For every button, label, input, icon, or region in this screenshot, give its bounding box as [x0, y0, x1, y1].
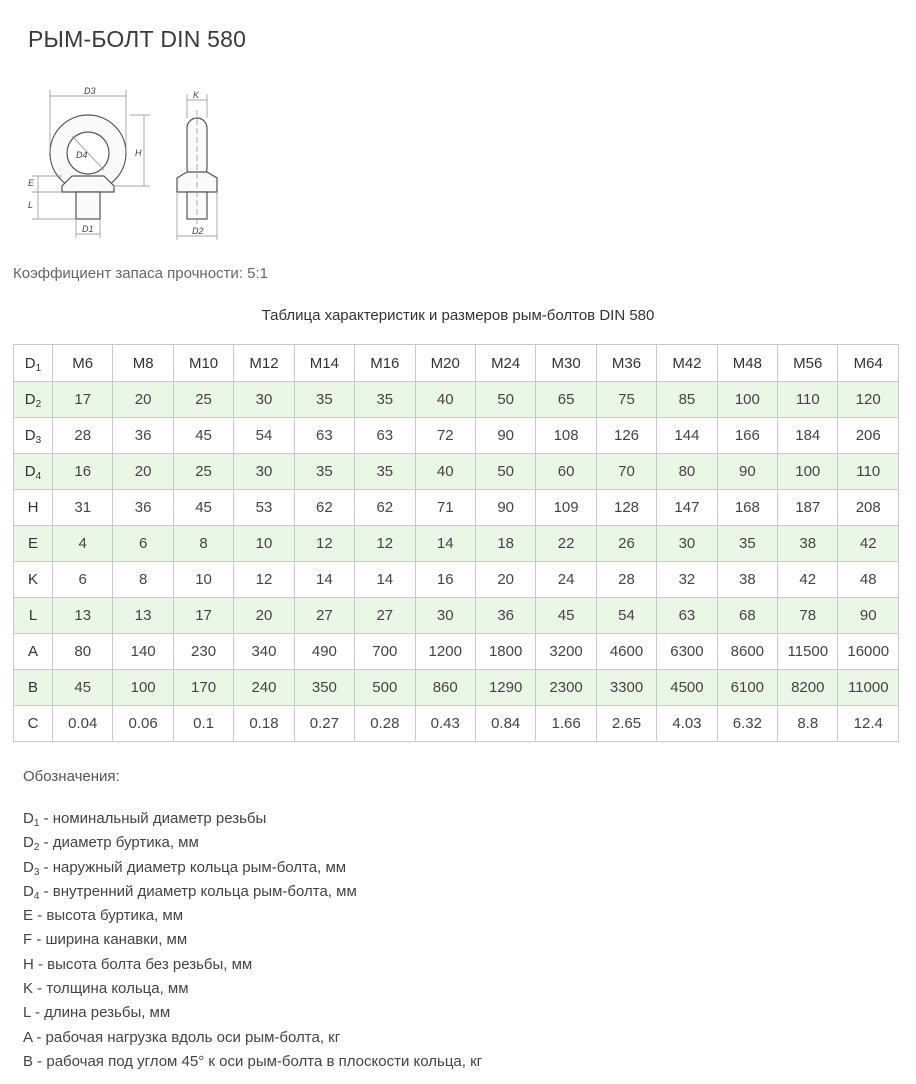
table-cell: 90 — [717, 454, 777, 490]
table-cell: 4500 — [657, 670, 717, 706]
table-cell: 126 — [596, 418, 656, 454]
table-cell: 17 — [173, 598, 233, 634]
table-cell: 12 — [234, 562, 294, 598]
table-cell: 13 — [53, 598, 113, 634]
table-row — [14, 670, 899, 706]
table-cell: 27 — [294, 598, 354, 634]
table-cell: 11000 — [838, 670, 899, 706]
eyebolt-drawing — [20, 86, 280, 256]
table-cell: 0.18 — [234, 706, 294, 742]
table-cell: 2300 — [536, 670, 596, 706]
legend-item: H - высота болта без резьбы, мм — [23, 955, 253, 973]
table-cell: 50 — [475, 454, 535, 490]
row-label: K — [14, 562, 53, 598]
table-cell: 35 — [717, 526, 777, 562]
row-label: $D_4$ — [14, 454, 53, 490]
table-cell: 6.32 — [717, 706, 777, 742]
size-header-cell: M30 — [536, 345, 596, 382]
table-cell: 240 — [234, 670, 294, 706]
size-header-cell: M16 — [355, 345, 415, 382]
table-cell: 0.84 — [475, 706, 535, 742]
size-header-cell: M36 — [596, 345, 656, 382]
table-cell: 90 — [838, 598, 899, 634]
table-cell: 42 — [778, 562, 838, 598]
table-cell: 20 — [234, 598, 294, 634]
table-cell: 35 — [355, 454, 415, 490]
table-cell: 36 — [475, 598, 535, 634]
table-cell: 45 — [173, 490, 233, 526]
label-l: L — [28, 200, 34, 210]
size-header-cell: M42 — [657, 345, 717, 382]
table-cell: 0.06 — [113, 706, 173, 742]
table-cell: 38 — [778, 526, 838, 562]
table-cell: 206 — [838, 418, 899, 454]
table-row — [14, 382, 899, 418]
table-cell: 0.04 — [53, 706, 113, 742]
table-cell: 27 — [355, 598, 415, 634]
table-cell: 0.43 — [415, 706, 475, 742]
label-k: K — [193, 90, 200, 100]
table-cell: 11500 — [778, 634, 838, 670]
size-header-cell: M12 — [234, 345, 294, 382]
table-cell: 45 — [173, 418, 233, 454]
size-header-cell: M10 — [173, 345, 233, 382]
table-cell: 25 — [173, 382, 233, 418]
table-cell: 17 — [53, 382, 113, 418]
label-d1: D1 — [82, 224, 94, 234]
page-title: РЫМ-БОЛТ DIN 580 — [28, 26, 247, 52]
table-cell: 3200 — [536, 634, 596, 670]
table-cell: 12.4 — [838, 706, 899, 742]
table-cell: 6300 — [657, 634, 717, 670]
table-cell: 90 — [475, 490, 535, 526]
table-cell: 31 — [53, 490, 113, 526]
table-cell: 187 — [778, 490, 838, 526]
table-cell: 25 — [173, 454, 233, 490]
table-cell: 144 — [657, 418, 717, 454]
safety-factor: Коэффициент запаса прочности: 5:1 — [13, 265, 268, 282]
table-cell: 490 — [294, 634, 354, 670]
table-cell: 90 — [475, 418, 535, 454]
spec-table — [13, 344, 899, 742]
table-cell: 1.66 — [536, 706, 596, 742]
table-cell: 8 — [113, 562, 173, 598]
table-cell: 170 — [173, 670, 233, 706]
row-label: A — [14, 634, 53, 670]
legend-item: L - длина резьбы, мм — [23, 1004, 171, 1022]
table-cell: 0.27 — [294, 706, 354, 742]
table-row — [14, 562, 899, 598]
table-cell: 63 — [355, 418, 415, 454]
table-cell: 4.03 — [657, 706, 717, 742]
label-h: H — [135, 148, 142, 158]
table-cell: 140 — [113, 634, 173, 670]
table-cell: 108 — [536, 418, 596, 454]
table-cell: 30 — [234, 454, 294, 490]
row-label: $D_1$ — [14, 345, 53, 382]
table-row — [14, 634, 899, 670]
table-cell: 1200 — [415, 634, 475, 670]
table-cell: 30 — [657, 526, 717, 562]
table-cell: 71 — [415, 490, 475, 526]
table-cell: 40 — [415, 454, 475, 490]
table-cell: 0.1 — [173, 706, 233, 742]
table-cell: 85 — [657, 382, 717, 418]
table-cell: 860 — [415, 670, 475, 706]
table-cell: 68 — [717, 598, 777, 634]
legend-item: $D_4$ - внутренний диаметр кольца рым-болта, мм — [23, 882, 357, 902]
table-cell: 0.28 — [355, 706, 415, 742]
table-cell: 48 — [838, 562, 899, 598]
table-cell: 700 — [355, 634, 415, 670]
collar — [62, 176, 114, 192]
size-header-cell: M24 — [475, 345, 535, 382]
table-cell: 1290 — [475, 670, 535, 706]
table-cell: 16 — [53, 454, 113, 490]
table-cell: 8200 — [778, 670, 838, 706]
size-header-cell: M64 — [838, 345, 899, 382]
table-cell: 100 — [113, 670, 173, 706]
table-cell: 350 — [294, 670, 354, 706]
legend-item: $D_3$ - наружный диаметр кольца рым-болта, мм — [23, 858, 347, 878]
table-cell: 18 — [475, 526, 535, 562]
label-d3: D3 — [84, 86, 96, 96]
table-cell: 13 — [113, 598, 173, 634]
table-cell: 109 — [536, 490, 596, 526]
table-cell: 28 — [596, 562, 656, 598]
size-header-cell: M48 — [717, 345, 777, 382]
row-label: L — [14, 598, 53, 634]
row-label: H — [14, 490, 53, 526]
table-cell: 38 — [717, 562, 777, 598]
legend-heading: Обозначения: — [23, 768, 120, 785]
table-cell: 6100 — [717, 670, 777, 706]
table-cell: 63 — [657, 598, 717, 634]
table-cell: 10 — [173, 562, 233, 598]
legend — [23, 768, 482, 1074]
table-cell: 45 — [53, 670, 113, 706]
table-cell: 53 — [234, 490, 294, 526]
size-header-cell: M8 — [113, 345, 173, 382]
table-cell: 30 — [234, 382, 294, 418]
table-cell: 120 — [838, 382, 899, 418]
table-cell: 20 — [113, 382, 173, 418]
table-cell: 14 — [294, 562, 354, 598]
table-cell: 54 — [234, 418, 294, 454]
table-cell: 8600 — [717, 634, 777, 670]
size-header-cell: M56 — [778, 345, 838, 382]
table-cell: 65 — [536, 382, 596, 418]
table-cell: 42 — [838, 526, 899, 562]
table-cell: 12 — [355, 526, 415, 562]
table-cell: 78 — [778, 598, 838, 634]
table-cell: 54 — [596, 598, 656, 634]
table-cell: 4600 — [596, 634, 656, 670]
table-header-row — [14, 345, 899, 382]
table-cell: 35 — [294, 454, 354, 490]
table-cell: 22 — [536, 526, 596, 562]
table-cell: 4 — [53, 526, 113, 562]
legend-item: E - высота буртика, мм — [23, 907, 184, 925]
table-cell: 63 — [294, 418, 354, 454]
table-cell: 14 — [415, 526, 475, 562]
table-row — [14, 418, 899, 454]
legend-item: F - ширина канавки, мм — [23, 931, 188, 949]
table-cell: 60 — [536, 454, 596, 490]
table-cell: 40 — [415, 382, 475, 418]
table-cell: 100 — [717, 382, 777, 418]
table-row — [14, 454, 899, 490]
table-cell: 70 — [596, 454, 656, 490]
size-header-cell: M6 — [53, 345, 113, 382]
legend-item: K - толщина кольца, мм — [23, 980, 189, 998]
label-e: E — [28, 178, 35, 188]
table-cell: 6 — [53, 562, 113, 598]
table-cell: 20 — [113, 454, 173, 490]
table-cell: 1800 — [475, 634, 535, 670]
label-d2: D2 — [192, 226, 204, 236]
row-label: $D_2$ — [14, 382, 53, 418]
legend-item: $D_1$ - номинальный диаметр резьбы — [23, 810, 267, 829]
table-row — [14, 706, 899, 742]
row-label: E — [14, 526, 53, 562]
table-cell: 28 — [53, 418, 113, 454]
table-cell: 230 — [173, 634, 233, 670]
table-cell: 6 — [113, 526, 173, 562]
table-cell: 128 — [596, 490, 656, 526]
table-cell: 35 — [294, 382, 354, 418]
table-cell: 26 — [596, 526, 656, 562]
table-cell: 72 — [415, 418, 475, 454]
row-label: $D_3$ — [14, 418, 53, 454]
table-cell: 147 — [657, 490, 717, 526]
table-cell: 36 — [113, 418, 173, 454]
table-caption: Таблица характеристик и размеров рым-болтов DIN 580 — [261, 307, 655, 324]
legend-item: B - рабочая под углом 45° к оси рым-болта в плоскости кольца, кг — [23, 1052, 483, 1070]
table-cell: 100 — [778, 454, 838, 490]
table-cell: 45 — [536, 598, 596, 634]
table-row — [14, 598, 899, 634]
table-cell: 208 — [838, 490, 899, 526]
table-cell: 35 — [355, 382, 415, 418]
table-cell: 10 — [234, 526, 294, 562]
table-cell: 32 — [657, 562, 717, 598]
table-cell: 166 — [717, 418, 777, 454]
table-cell: 62 — [355, 490, 415, 526]
table-cell: 16 — [415, 562, 475, 598]
table-cell: 2.65 — [596, 706, 656, 742]
table-cell: 110 — [838, 454, 899, 490]
row-label: C — [14, 706, 53, 742]
table-cell: 500 — [355, 670, 415, 706]
table-cell: 75 — [596, 382, 656, 418]
table-cell: 8.8 — [778, 706, 838, 742]
legend-item: A - рабочая нагрузка вдоль оси рым-болта, кг — [23, 1028, 341, 1046]
table-cell: 168 — [717, 490, 777, 526]
table-cell: 80 — [53, 634, 113, 670]
table-cell: 16000 — [838, 634, 899, 670]
table-cell: 3300 — [596, 670, 656, 706]
table-cell: 62 — [294, 490, 354, 526]
table-cell: 36 — [113, 490, 173, 526]
table-cell: 12 — [294, 526, 354, 562]
table-cell: 80 — [657, 454, 717, 490]
table-cell: 184 — [778, 418, 838, 454]
table-cell: 110 — [778, 382, 838, 418]
table-cell: 50 — [475, 382, 535, 418]
label-d4: D4 — [76, 150, 88, 160]
table-cell: 24 — [536, 562, 596, 598]
legend-item: $D_2$ - диаметр буртика, мм — [23, 834, 199, 854]
size-header-cell: M20 — [415, 345, 475, 382]
table-cell: 30 — [415, 598, 475, 634]
thread-front — [76, 192, 100, 219]
table-cell: 340 — [234, 634, 294, 670]
table-cell: 14 — [355, 562, 415, 598]
row-label: B — [14, 670, 53, 706]
table-cell: 8 — [173, 526, 233, 562]
table-row — [14, 526, 899, 562]
table-row — [14, 490, 899, 526]
table-cell: 20 — [475, 562, 535, 598]
size-header-cell: M14 — [294, 345, 354, 382]
